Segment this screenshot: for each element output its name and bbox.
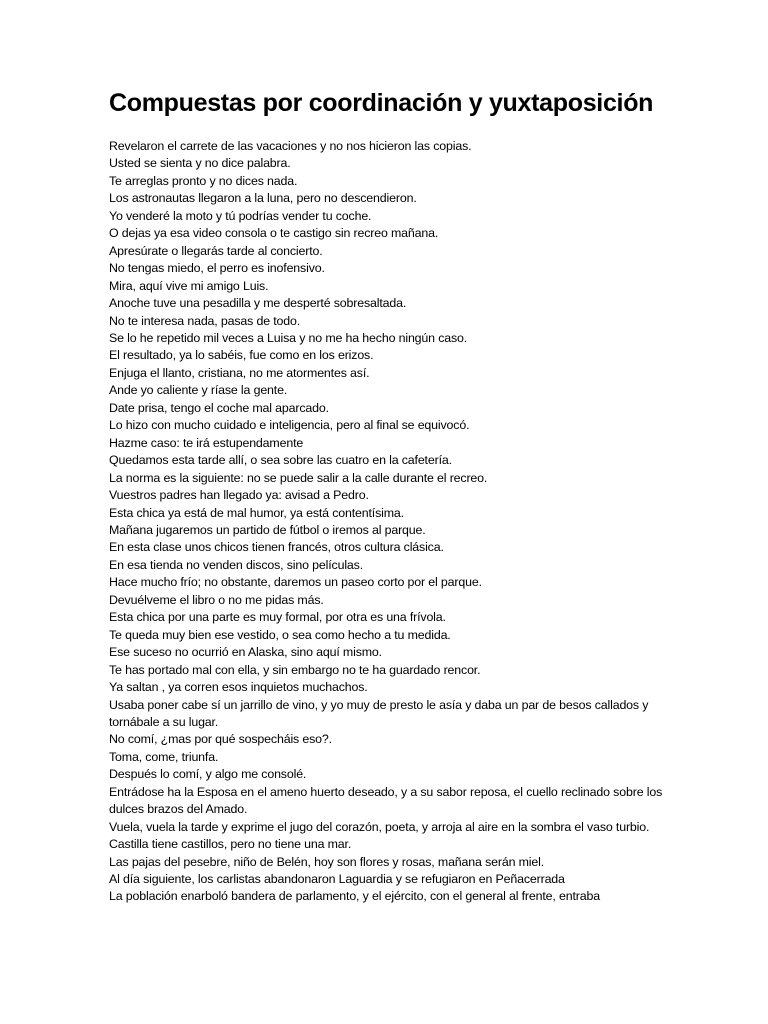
- sentence-line: Al día siguiente, los carlistas abandonaron Laguardia y se refugiaron en Peñacerrada: [109, 872, 565, 887]
- sentence-line: Ande yo caliente y ríase la gente.: [109, 383, 288, 398]
- sentence-line: Date prisa, tengo el coche mal aparcado.: [109, 400, 329, 415]
- sentence-line: Mira, aquí vive mi amigo Luis.: [109, 278, 269, 293]
- sentence-line: Quedamos esta tarde allí, o sea sobre las cuatro en la cafetería.: [109, 453, 452, 468]
- sentence-line: Se lo he repetido mil veces a Luisa y no me ha hecho ningún caso.: [109, 330, 468, 345]
- sentence-line: Ya saltan , ya corren esos inquietos muchachos.: [109, 680, 368, 695]
- sentence-line: La norma es la siguiente: no se puede salir a la calle durante el recreo.: [109, 470, 488, 485]
- sentence-line: Usaba poner cabe sí un jarrillo de vino, y yo muy de presto le asía y daba un par de besos callados y tornábale a su lugar.: [109, 697, 649, 729]
- sentence-line: No comí, ¿mas por qué sospecháis eso?.: [109, 732, 332, 747]
- sentence-line: Hace mucho frío; no obstante, daremos un paseo corto por el parque.: [109, 575, 482, 590]
- sentence-line: Los astronautas llegaron a la luna, pero no descendieron.: [109, 191, 417, 206]
- sentence-line: Esta chica ya está de mal humor, ya está contentísima.: [109, 505, 404, 520]
- sentence-line: En esa tienda no venden discos, sino películas.: [109, 557, 364, 572]
- sentence-line: Te has portado mal con ella, y sin embargo no te ha guardado rencor.: [109, 662, 481, 677]
- sentence-line: Anoche tuve una pesadilla y me desperté sobresaltada.: [109, 296, 407, 311]
- sentence-line: Devuélveme el libro o no me pidas más.: [109, 592, 324, 607]
- sentence-line: Castilla tiene castillos, pero no tiene una mar.: [109, 837, 352, 852]
- document-page: [109, 88, 669, 906]
- sentence-line: Lo hizo con mucho cuidado e inteligencia, pero al final se equivocó.: [109, 418, 470, 433]
- sentence-line: Esta chica por una parte es muy formal, por otra es una frívola.: [109, 610, 446, 625]
- sentence-list: [109, 138, 669, 906]
- sentence-line: Apresúrate o llegarás tarde al concierto.: [109, 243, 323, 258]
- sentence-line: Vuestros padres han llegado ya: avisad a Pedro.: [109, 488, 369, 503]
- sentence-line: Yo venderé la moto y tú podrías vender tu coche.: [109, 208, 372, 223]
- sentence-line: Hazme caso: te irá estupendamente: [109, 435, 304, 450]
- sentence-line: Revelaron el carrete de las vacaciones y no nos hicieron las copias.: [109, 139, 472, 153]
- sentence-line: Las pajas del pesebre, niño de Belén, hoy son flores y rosas, mañana serán miel.: [109, 854, 545, 869]
- sentence-line: Entrádose ha la Esposa en el ameno huerto deseado, y a su sabor reposa, el cuello reclinado sobre los dulces brazos del Amado.: [109, 784, 663, 817]
- sentence-line: Mañana jugaremos un partido de fútbol o iremos al parque.: [109, 522, 426, 537]
- sentence-line: Enjuga el llanto, cristiana, no me atormentes así.: [109, 365, 370, 380]
- sentence-line: En esta clase unos chicos tienen francés, otros cultura clásica.: [109, 540, 444, 555]
- sentence-line: Vuela, vuela la tarde y exprime el jugo del corazón, poeta, y arroja al aire en la sombra el vaso turbio.: [109, 819, 650, 834]
- sentence-line: El resultado, ya lo sabéis, fue como en los erizos.: [109, 348, 374, 363]
- sentence-line: Después lo comí, y algo me consolé.: [109, 767, 307, 782]
- sentence-line: No tengas miedo, el perro es inofensivo.: [109, 261, 325, 276]
- sentence-line: Toma, come, triunfa.: [109, 749, 219, 764]
- sentence-line: Usted se sienta y no dice palabra.: [109, 156, 291, 171]
- sentence-line: No te interesa nada, pasas de todo.: [109, 313, 301, 328]
- sentence-line: O dejas ya esa video consola o te castigo sin recreo mañana.: [109, 226, 439, 241]
- document-title: Compuestas por coordinación y yuxtaposición: [109, 89, 654, 117]
- sentence-line: La población enarboló bandera de parlamento, y el ejército, con el general al frente, entraba: [109, 889, 600, 904]
- sentence-line: Ese suceso no ocurrió en Alaska, sino aquí mismo.: [109, 645, 382, 660]
- sentence-line: Te queda muy bien ese vestido, o sea como hecho a tu medida.: [109, 627, 451, 642]
- sentence-line: Te arreglas pronto y no dices nada.: [109, 173, 298, 188]
